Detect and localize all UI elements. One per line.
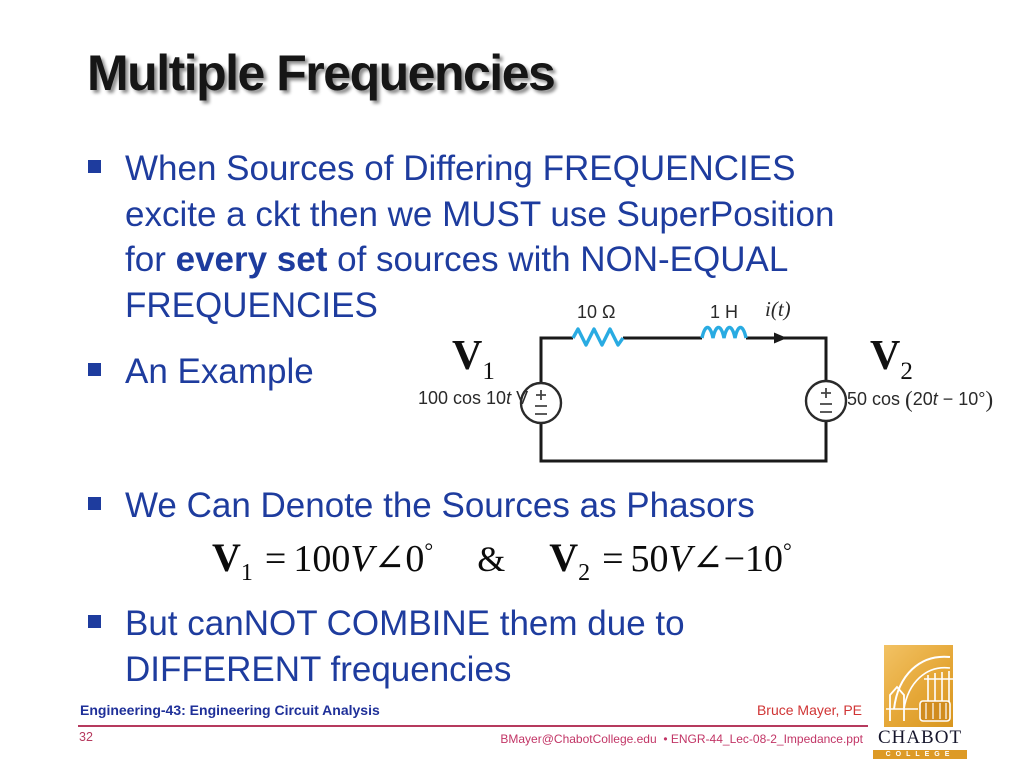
current-label: i(t) bbox=[765, 297, 791, 321]
chabot-logo-name: CHABOT bbox=[877, 727, 963, 748]
bullet-line: FREQUENCIES bbox=[125, 285, 378, 325]
bullet-line: DIFFERENT frequencies bbox=[125, 649, 512, 689]
circuit-diagram bbox=[390, 295, 1024, 475]
bullet-item-phasors bbox=[88, 483, 755, 529]
bullet-square-icon bbox=[88, 363, 101, 376]
phasor-equation bbox=[212, 535, 792, 586]
resistor-symbol bbox=[573, 329, 623, 345]
footer-email: BMayer@ChabotCollege.edu bbox=[500, 732, 657, 746]
current-arrow-icon bbox=[774, 333, 787, 344]
bullet-line: for every set of sources with NON-EQUAL bbox=[125, 240, 789, 279]
bold-emphasis: every set bbox=[175, 240, 328, 279]
source1-phasor-label: $V_1$ bbox=[452, 333, 495, 385]
bullet-text bbox=[125, 601, 685, 692]
bullet-item-example bbox=[88, 349, 314, 395]
chabot-logo-college-bar: COLLEGE bbox=[873, 750, 967, 759]
source1-value-label: 100 cos 10t V bbox=[418, 388, 529, 408]
chabot-logo bbox=[884, 645, 953, 727]
bullet-square-icon bbox=[88, 497, 101, 510]
bullet-line: When Sources of Differing FREQUENCIES bbox=[125, 149, 796, 188]
footer-course-title: Engineering-43: Engineering Circuit Analysis bbox=[80, 702, 380, 718]
tower-icon bbox=[884, 645, 953, 727]
phasor-v1-term: $V_1$ = 100V∠0° bbox=[212, 535, 434, 586]
bullet-text: We Can Denote the Sources as Phasors bbox=[125, 486, 755, 525]
inductor-label: 1 H bbox=[710, 302, 739, 322]
footer-filename: ENGR-44_Lec-08-2_Impedance.ppt bbox=[670, 732, 863, 746]
footer-divider bbox=[78, 725, 868, 727]
footer-page-number: 32 bbox=[79, 730, 93, 744]
resistor-label: 10 Ω bbox=[577, 302, 616, 322]
bullet-item-cannot-combine bbox=[88, 601, 685, 692]
source2-value-label: 50 cos (20t − 10°) bbox=[847, 387, 994, 412]
footer-email-file bbox=[500, 732, 863, 746]
bullet-line: But canNOT COMBINE them due to bbox=[125, 604, 685, 643]
slide-title: Multiple Frequencies bbox=[87, 45, 555, 101]
bullet-separator: • bbox=[663, 732, 668, 746]
ampersand: & bbox=[477, 539, 506, 579]
voltage-source-2-symbol bbox=[806, 381, 846, 421]
source2-phasor-label: $V_2$ bbox=[870, 333, 913, 385]
inductor-symbol bbox=[702, 328, 746, 339]
bullet-line: excite a ckt then we MUST use SuperPosition bbox=[125, 194, 835, 234]
footer-author: Bruce Mayer, PE bbox=[756, 702, 862, 718]
bullet-text: An Example bbox=[125, 352, 314, 391]
phasor-v2-term: $V_2$ = 50V∠−10° bbox=[549, 535, 792, 586]
bullet-square-icon bbox=[88, 160, 101, 173]
bullet-square-icon bbox=[88, 615, 101, 628]
